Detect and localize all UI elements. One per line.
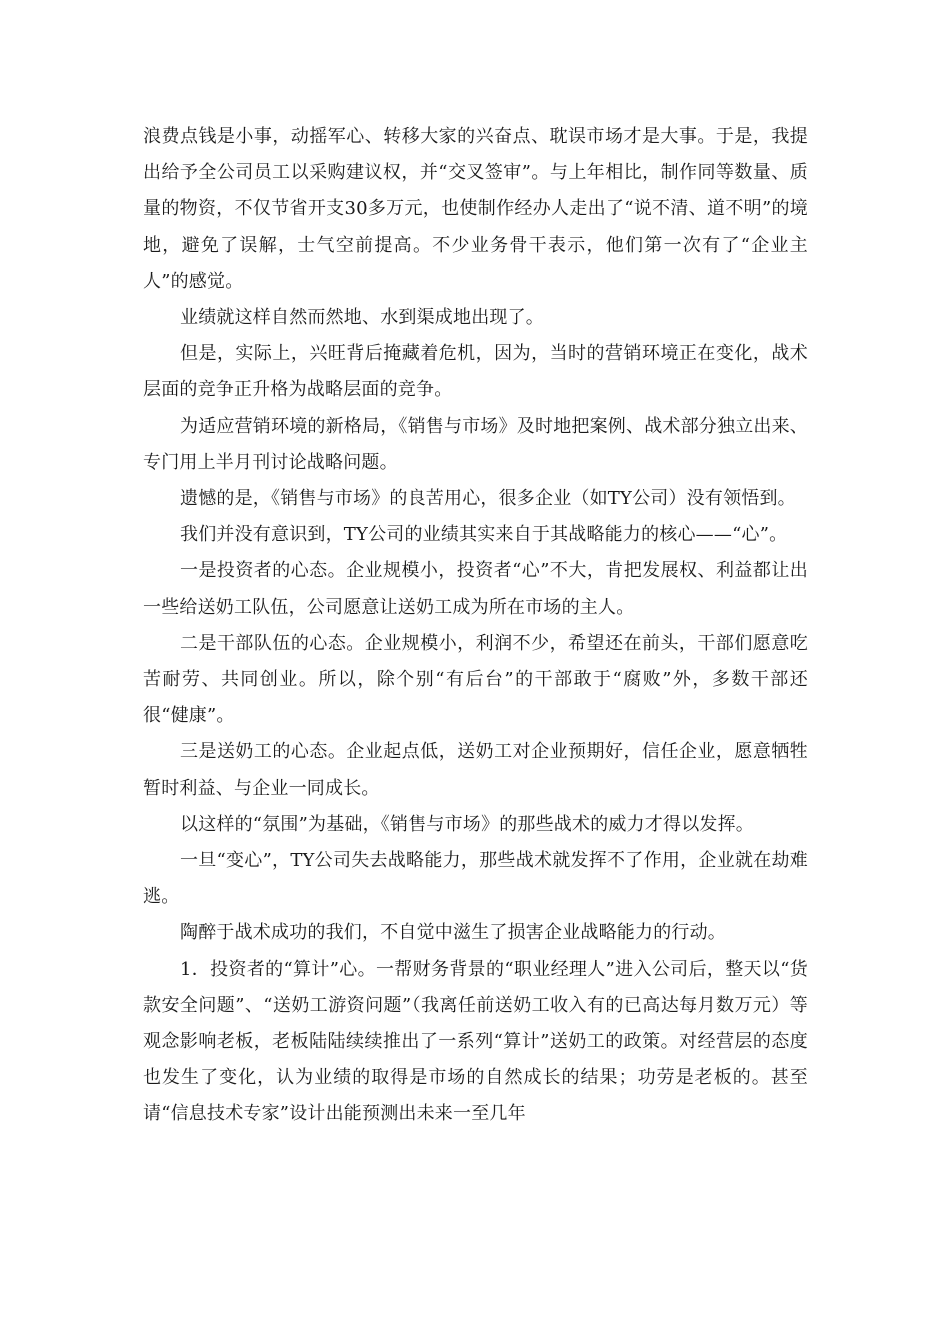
paragraph: 遗憾的是，《销售与市场》的良苦用心，很多企业（如TY公司）没有领悟到。 [180,488,796,510]
paragraph: 我们并没有意识到，TY公司的业绩其实来自于其战略能力的核心——“心”。 [180,524,788,546]
paragraph: 一旦“变心”，TY公司失去战略能力，那些战术就发挥不了作用，企业就在劫难逃。 [143,850,808,908]
paragraph: 1．投资者的“算计”心。一帮财务背景的“职业经理人”进入公司后，整天以“货款安全问题”、“送奶工游资问题”（我离任前送奶工收入有的已高达每月数万元）等观念影响老板，老板陆陆续续推出了一系列“算计”送奶工的政策。对经营层的态度也发生了变化，认为业绩的取得是市场的自然成长的结果；功劳是老板的。甚至请“信息技术专家”设计出能预测出未来一至几年 [143,958,808,1125]
paragraph: 浪费点钱是小事，动摇军心、转移大家的兴奋点、耽误市场才是大事。于是，我提出给予全公司员工以采购建议权，并“交叉签审”。与上年相比，制作同等数量、质量的物资，不仅节省开支30多万元，也使制作经办人走出了“说不清、道不明”的境地，避免了误解，士气空前提高。不少业务骨干表示，他们第一次有了“企业主人”的感觉。 [143,126,808,292]
paragraph: 以这样的“氛围”为基础，《销售与市场》的那些战术的威力才得以发挥。 [180,813,755,835]
paragraph: 但是，实际上，兴旺背后掩藏着危机，因为，当时的营销环境正在变化，战术层面的竞争正升格为战略层面的竞争。 [143,343,808,401]
paragraph: 二是干部队伍的心态。企业规模小，利润不少，希望还在前头，干部们愿意吃苦耐劳、共同创业。所以，除个别“有后台”的干部敢于“腐败”外，多数干部还很“健康”。 [143,632,808,727]
paragraph: 为适应营销环境的新格局，《销售与市场》及时地把案例、战术部分独立出来、专门用上半月刊讨论战略问题。 [143,415,808,473]
paragraph: 三是送奶工的心态。企业起点低，送奶工对企业预期好，信任企业，愿意牺牲暂时利益、与企业一同成长。 [143,741,808,799]
paragraph: 业绩就这样自然而然地、水到渠成地出现了。 [180,307,544,329]
paragraph: 陶醉于战术成功的我们，不自觉中滋生了损害企业战略能力的行动。 [180,922,726,944]
article-body [143,119,808,1133]
paragraph: 一是投资者的心态。企业规模小，投资者“心”不大，肯把发展权、利益都让出一些给送奶工队伍，公司愿意让送奶工成为所在市场的主人。 [143,560,808,618]
